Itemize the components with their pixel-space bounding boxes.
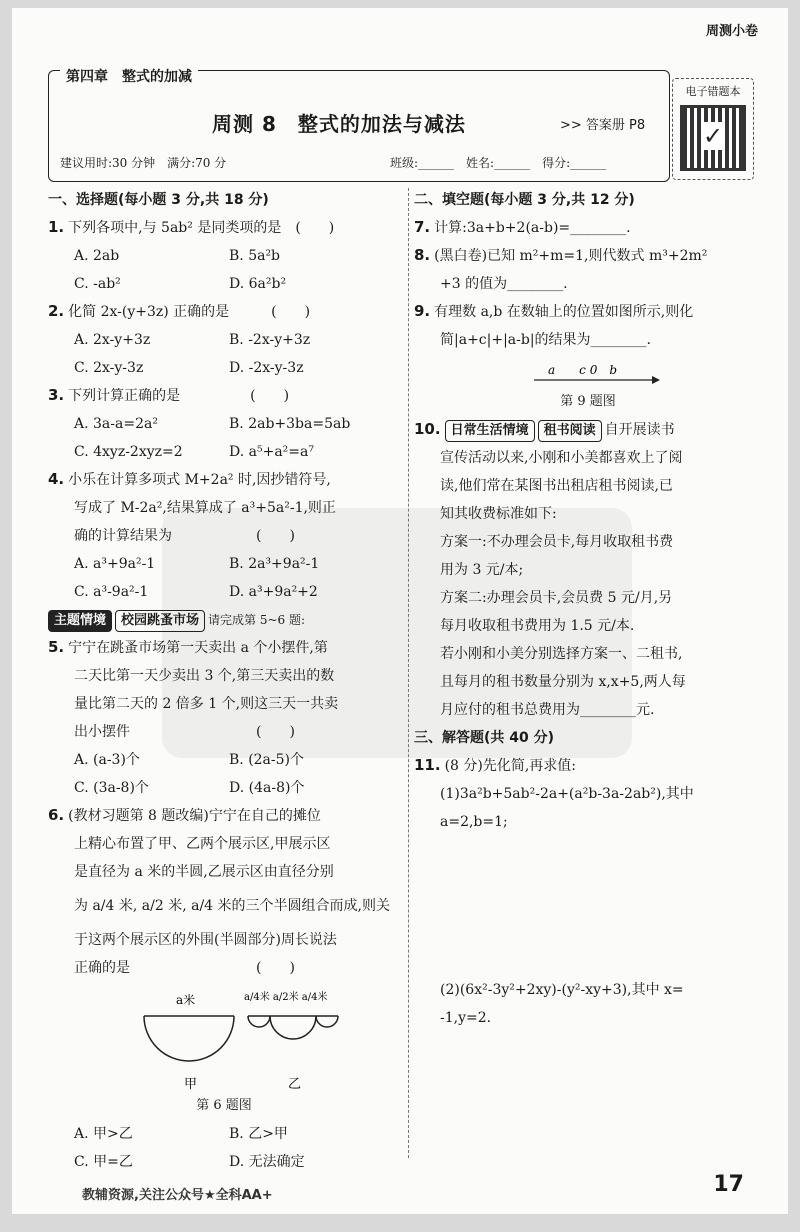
- q10-line: 方案二:办理会员卡,会员费 5 元/月,另: [440, 590, 673, 606]
- section-answer: 三、解答题(共 40 分): [414, 730, 555, 746]
- q4-line: 写成了 M-2a²,结果算成了 a³+5a²-1,则正: [74, 500, 336, 516]
- question-1: 1. 下列各项中,与 5ab² 是同类项的是 ( ): [48, 218, 335, 236]
- exam-page: [12, 8, 788, 1214]
- semicircle-figure: [48, 982, 400, 1092]
- q11-part1-vals: a=2,b=1;: [440, 814, 508, 830]
- q10-line: 且每月的租书数量分别为 x,x+5,两人每: [440, 674, 686, 690]
- series-label: 周测小卷: [705, 24, 758, 39]
- question-8: 8. (黑白卷)已知 m²+m=1,则代数式 m³+2m²: [414, 246, 708, 264]
- q6-line: 正确的是 ( ): [74, 960, 295, 976]
- topic-tag: 租书阅读: [538, 420, 602, 442]
- section-fill: 二、填空题(每小题 3 分,共 12 分): [414, 192, 635, 208]
- question-5: 5. 宁宁在跳蚤市场第一天卖出 a 个小摆件,第: [48, 638, 328, 656]
- q6-options-2: C. 甲=乙 D. 无法确定: [74, 1154, 305, 1170]
- q5-options-2: C. (3a-8)个 D. (4a-8)个: [74, 780, 305, 796]
- qr-label: 电子错题本: [685, 85, 741, 98]
- q4-line: 确的计算结果为 ( ): [74, 528, 295, 544]
- question-11: 11. (8 分)先化简,再求值:: [414, 756, 577, 774]
- q8-line: +3 的值为________.: [440, 276, 568, 292]
- right-column: [414, 186, 762, 1032]
- qr-box[interactable]: [672, 78, 754, 180]
- q4-options-2: C. a³-9a²-1 D. a³+9a²+2: [74, 584, 318, 600]
- footer-text: 教辅资源,关注公众号★全科AA+: [82, 1188, 273, 1203]
- fig6-jia: 甲: [184, 1077, 198, 1092]
- q3-options: A. 3a-a=2a² B. 2ab+3ba=5ab: [74, 416, 351, 432]
- figure-6: [48, 982, 400, 1092]
- context-tag: 日常生活情境: [445, 420, 535, 442]
- fig6-yi: 乙: [288, 1077, 302, 1092]
- time-score: 建议用时:30 分钟 满分:70 分: [60, 156, 227, 170]
- q11-part2: (2)(6x²-3y²+2xy)-(y²-xy+3),其中 x=: [440, 982, 684, 998]
- q11-part2-vals: -1,y=2.: [440, 1010, 492, 1026]
- answer-space: [414, 836, 762, 976]
- q3-options-2: C. 4xyz-2xyz=2 D. a⁵+a²=a⁷: [74, 444, 314, 460]
- left-column: [48, 186, 400, 1176]
- q6-line: 上精心布置了甲、乙两个展示区,甲展示区: [74, 836, 331, 852]
- question-7: 7. 计算:3a+b+2(a-b)=________.: [414, 218, 631, 236]
- q10-line: 用为 3 元/本;: [440, 562, 524, 578]
- q9-line: 简|a+c|+|a-b|的结果为________.: [440, 332, 652, 348]
- column-divider: [408, 188, 409, 1158]
- question-3: 3. 下列计算正确的是 ( ): [48, 386, 290, 404]
- q2-options-2: C. 2x-y-3z D. -2x-y-3z: [74, 360, 304, 376]
- q10-line: 知其收费标准如下:: [440, 506, 557, 522]
- theme-note: 请完成第 5~6 题:: [208, 613, 306, 627]
- q2-options: A. 2x-y+3z B. -2x-y+3z: [74, 332, 311, 348]
- number-line: [414, 354, 762, 398]
- q10-line: 每月收取租书费用为 1.5 元/本.: [440, 618, 635, 634]
- qr-code-icon: [680, 105, 746, 171]
- figure-6-caption: 第 6 题图: [196, 1098, 252, 1113]
- fig6-b-label: a/4米 a/2米 a/4米: [244, 992, 328, 1003]
- theme-name-tag: 校园跳蚤市场: [115, 610, 205, 632]
- question-10: 10. 日常生活情境 租书阅读 自开展读书: [414, 416, 762, 444]
- number-line-labels: a c 0 b: [548, 363, 618, 377]
- q6-line: 于这两个展示区的外围(半圆部分)周长说法: [74, 932, 337, 948]
- chapter-label: 第四章 整式的加减: [60, 66, 198, 86]
- q10-line: 月应付的租书总费用为________元.: [440, 702, 655, 718]
- q10-line: 方案一:不办理会员卡,每月收取租书费: [440, 534, 674, 550]
- q11-part1: (1)3a²b+5ab²-2a+(a²b-3a-2ab²),其中: [440, 786, 694, 802]
- figure-9-caption: 第 9 题图: [560, 394, 616, 409]
- q1-options: A. 2ab B. 5a²b: [74, 248, 281, 264]
- question-9: 9. 有理数 a,b 在数轴上的位置如图所示,则化: [414, 302, 694, 320]
- q5-options: A. (a-3)个 B. (2a-5)个: [74, 752, 305, 768]
- theme-tag: 主题情境: [48, 610, 112, 632]
- page-number: 17: [713, 1172, 744, 1197]
- q10-line: 读,他们常在某图书出租店租书阅读,已: [440, 478, 673, 494]
- theme-header: [48, 606, 400, 634]
- q6-options: A. 甲>乙 B. 乙>甲: [74, 1126, 288, 1142]
- q10-line: 若小刚和小美分别选择方案一、二租书,: [440, 646, 683, 662]
- q5-line: 出小摆件 ( ): [74, 724, 295, 740]
- page-title: 周测 8 整式的加法与减法: [212, 112, 466, 136]
- answer-reference: >> 答案册 P8: [560, 118, 646, 133]
- section-choice: 一、选择题(每小题 3 分,共 18 分): [48, 192, 269, 208]
- q6-line: 是直径为 a 米的半圆,乙展示区由直径分别: [74, 864, 334, 880]
- q5-line: 二天比第一天少卖出 3 个,第三天卖出的数: [74, 668, 335, 684]
- question-4: 4. 小乐在计算多项式 M+2a² 时,因抄错符号,: [48, 470, 331, 488]
- q5-line: 量比第二天的 2 倍多 1 个,则这三天一共卖: [74, 696, 339, 712]
- fig6-a-label: a米: [176, 993, 196, 1007]
- student-fields: 班级:______ 姓名:______ 得分:______: [390, 156, 607, 170]
- number-line-figure: [414, 354, 762, 398]
- question-6: 6. (教材习题第 8 题改编)宁宁在自己的摊位: [48, 806, 321, 824]
- q10-line: 宣传活动以来,小刚和小美都喜欢上了阅: [440, 450, 683, 466]
- q4-options: A. a³+9a²-1 B. 2a³+9a²-1: [74, 556, 320, 572]
- question-2: 2. 化简 2x-(y+3z) 正确的是 ( ): [48, 302, 311, 320]
- q1-options-2: C. -ab² D. 6a²b²: [74, 276, 287, 292]
- q6-line: 为 a/4 米, a/2 米, a/4 米的三个半圆组合而成,则关: [74, 898, 390, 914]
